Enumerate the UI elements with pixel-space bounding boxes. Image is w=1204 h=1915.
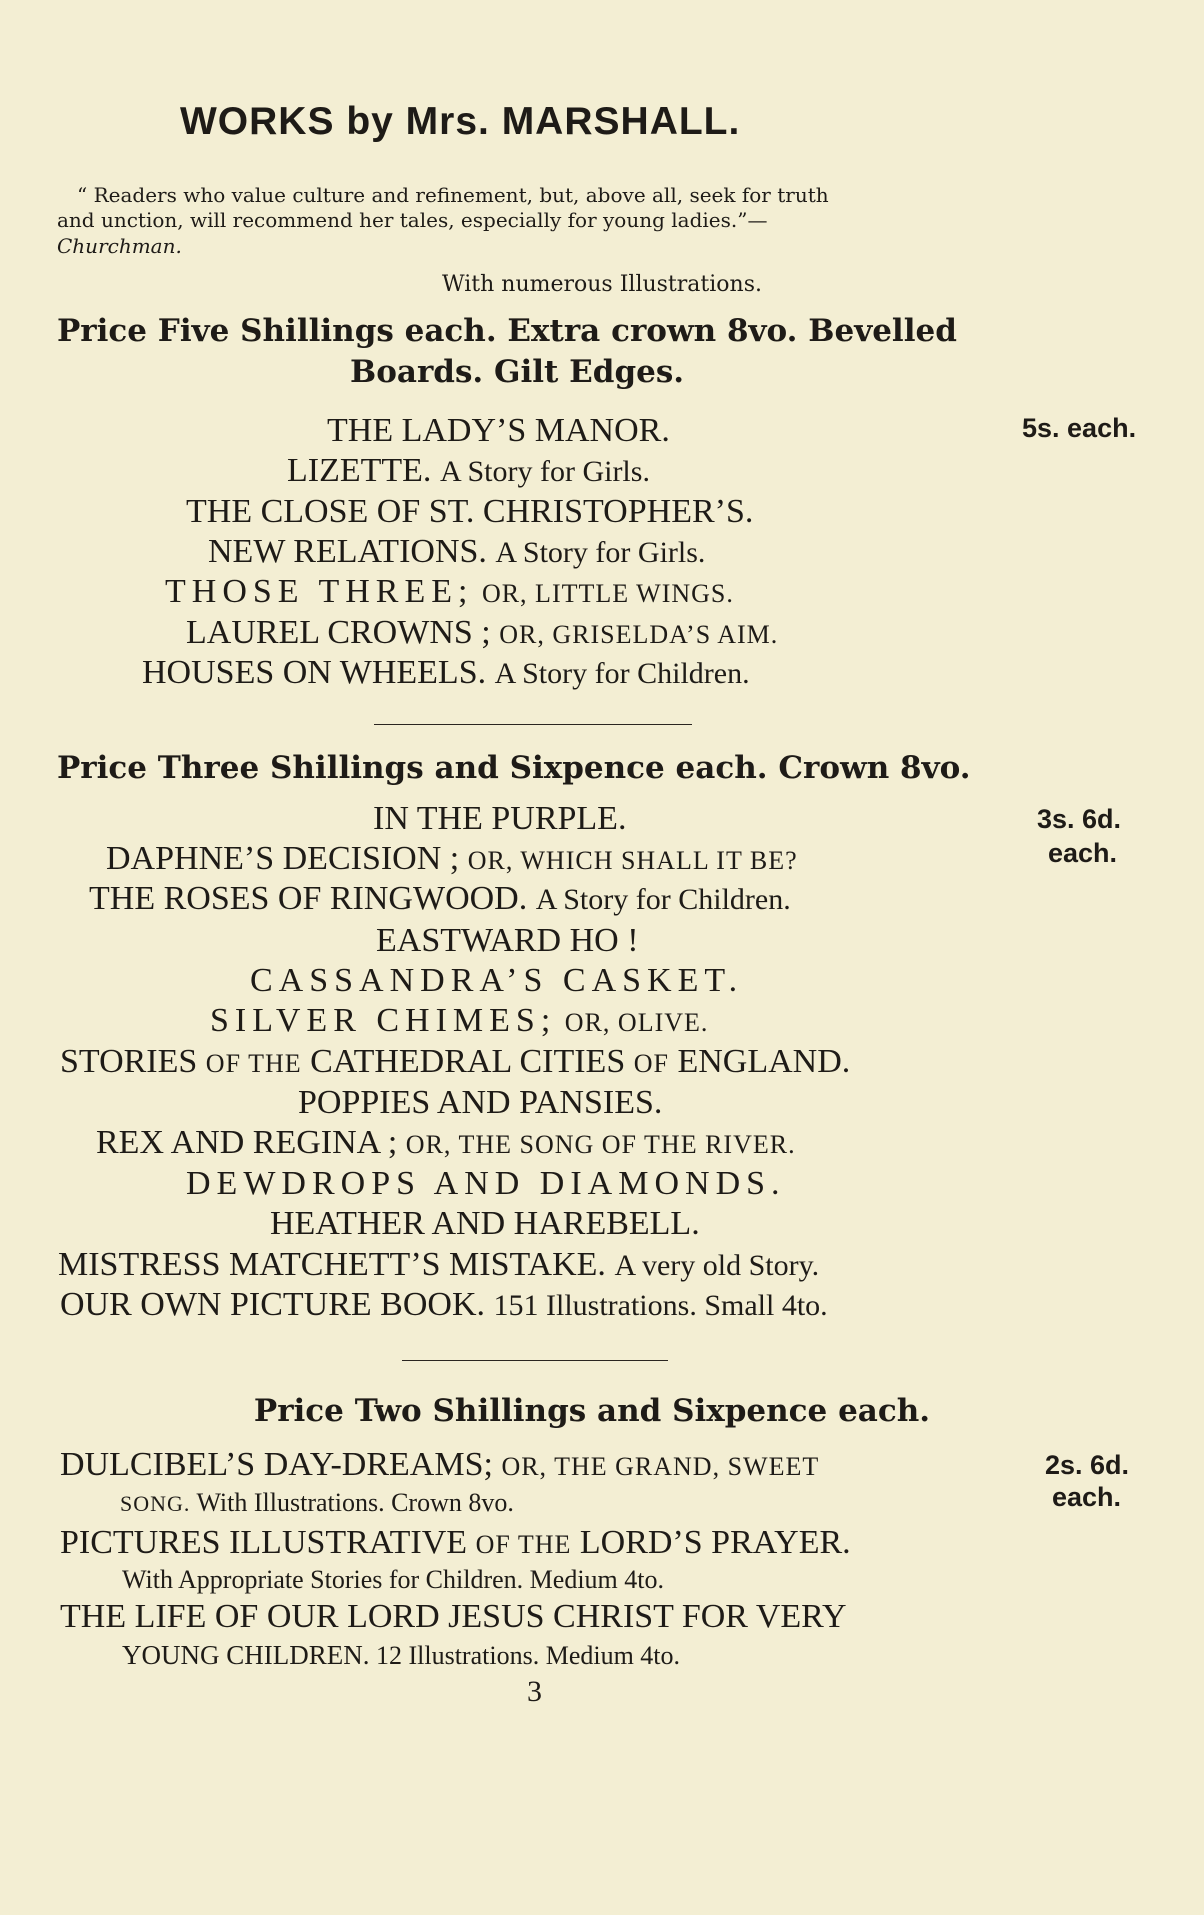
book-title: PICTURES ILLUSTRATIVE OF THE LORD’S PRAYER. bbox=[60, 1524, 851, 1561]
book-title: DEWDROPS AND DIAMONDS. bbox=[186, 1165, 786, 1202]
book-title: IN THE PURPLE. bbox=[373, 800, 627, 837]
price-label-5s: 5s. each. bbox=[1022, 413, 1137, 443]
book-title: LAUREL CROWNS ; OR, GRISELDA’S AIM. bbox=[186, 614, 779, 651]
section-divider bbox=[402, 1360, 668, 1361]
book-title: THE LIFE OF OUR LORD JESUS CHRIST FOR VERY bbox=[60, 1598, 847, 1635]
price-heading-5s-line2: Boards. Gilt Edges. bbox=[350, 354, 685, 390]
illustrations-note: With numerous Illustrations. bbox=[442, 272, 762, 297]
book-title: SILVER CHIMES; OR, OLIVE. bbox=[210, 1002, 709, 1039]
book-title: OUR OWN PICTURE BOOK. 151 Illustrations. Small 4to. bbox=[60, 1286, 828, 1323]
section-divider bbox=[374, 724, 692, 725]
price-label-2s6d: 2s. 6d. bbox=[1045, 1450, 1130, 1480]
price-label-2s6d-each: each. bbox=[1052, 1482, 1122, 1512]
book-title: STORIES OF THE CATHEDRAL CITIES OF ENGLAND. bbox=[60, 1043, 851, 1080]
book-title: REX AND REGINA ; OR, THE SONG OF THE RIVER. bbox=[96, 1124, 796, 1161]
book-details: SONG. With Illustrations. Crown 8vo. bbox=[120, 1488, 514, 1517]
book-title: LIZETTE. A Story for Girls. bbox=[287, 452, 650, 489]
price-heading-3s6d: Price Three Shillings and Sixpence each. Crown 8vo. bbox=[57, 750, 971, 786]
book-title: NEW RELATIONS. A Story for Girls. bbox=[208, 533, 706, 570]
book-details: With Appropriate Stories for Children. Medium 4to. bbox=[122, 1565, 664, 1594]
book-title: THE ROSES OF RINGWOOD. A Story for Children. bbox=[89, 880, 791, 917]
book-title: DULCIBEL’S DAY-DREAMS; OR, THE GRAND, SWEET bbox=[60, 1446, 820, 1483]
page-title: WORKS by Mrs. MARSHALL. bbox=[180, 100, 741, 143]
book-title: THOSE THREE; OR, LITTLE WINGS. bbox=[165, 573, 734, 610]
quote-line-2: and unction, will recommend her tales, especially for young ladies.”— bbox=[57, 208, 768, 232]
book-title: THE CLOSE OF ST. CHRISTOPHER’S. bbox=[186, 493, 754, 530]
price-label-3s6d-each: each. bbox=[1048, 838, 1118, 868]
book-title: CASSANDRA’S CASKET. bbox=[250, 962, 744, 999]
price-label-3s6d: 3s. 6d. bbox=[1037, 804, 1122, 834]
book-title: EASTWARD HO ! bbox=[376, 922, 639, 959]
book-title: POPPIES AND PANSIES. bbox=[298, 1084, 663, 1121]
book-title: HEATHER AND HAREBELL. bbox=[270, 1205, 700, 1242]
book-title: THE LADY’S MANOR. bbox=[327, 412, 670, 449]
quote-source: Churchman. bbox=[57, 234, 182, 258]
book-title: MISTRESS MATCHETT’S MISTAKE. A very old Story. bbox=[58, 1246, 820, 1283]
price-heading-5s: Price Five Shillings each. Extra crown 8vo. Bevelled bbox=[57, 313, 957, 349]
book-title: HOUSES ON WHEELS. A Story for Children. bbox=[142, 654, 750, 691]
quote-line-1: “ Readers who value culture and refinement, but, above all, seek for truth bbox=[77, 183, 829, 207]
price-heading-2s6d: Price Two Shillings and Sixpence each. bbox=[253, 1393, 931, 1429]
page-number: 3 bbox=[527, 1675, 542, 1708]
book-title: DAPHNE’S DECISION ; OR, WHICH SHALL IT BE? bbox=[106, 840, 798, 877]
book-details: YOUNG CHILDREN. 12 Illustrations. Medium 4to. bbox=[122, 1640, 681, 1670]
